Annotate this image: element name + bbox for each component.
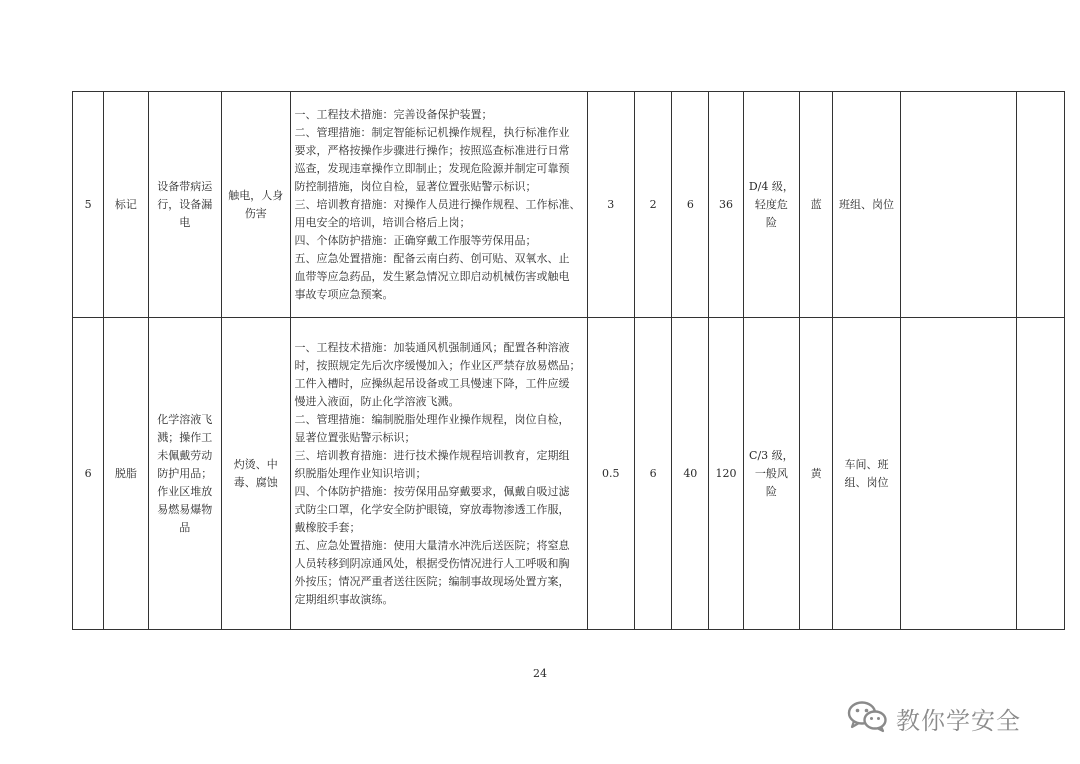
risk-assessment-table xyxy=(72,91,1065,630)
hazard-description: 化学溶液飞 溅；操作工 未佩戴劳动 防护用品； 作业区堆放 易燃易爆物 品 xyxy=(148,318,222,630)
table-row xyxy=(73,318,1065,630)
page-number: 24 xyxy=(533,667,547,680)
control-measures: 一、工程技术措施：完善设备保护装置； 二、管理措施：制定智能标记机操作规程，执行标准作业 要求，严格按操作步骤进行操作；按照巡查标准进行日常 巡查，发现违章操作立即制止；发现危险源并制定可靠预 防控制措施，岗位自检，显著位置张贴警示标识； 三、培训教育措施：对操作人员进行操作规程、工作标准、 用电安全的培训，培训合格后上岗； 四、个体防护措施：正确穿戴工作服等劳保用品； 五、应急处置措施：配备云南白药、创可贴、双氧水、止 血带等应急药品，发生紧急情况立即启动机械伤害或触电 事故专项应急预案。 xyxy=(290,92,587,318)
risk-score: 120 xyxy=(709,318,743,630)
consequence-value: 40 xyxy=(672,318,709,630)
accident-type: 灼烫、中 毒、腐蚀 xyxy=(222,318,290,630)
exposure-value: 6 xyxy=(634,318,671,630)
wechat-icon xyxy=(846,699,888,737)
control-measures: 一、工程技术措施：加装通风机强制通风；配置各种溶液 时，按照规定先后次序缓慢加入；作业区严禁存放易燃品； 工件入槽时，应操纵起吊设备或工具慢速下降，工件应缓 慢进入液面，防止化学溶液飞溅。 二、管理措施：编制脱脂处理作业操作规程，岗位自检， 显著位置张贴警示标识； 三、培训教育措施：进行技术操作规程培训教育，定期组 织脱脂处理作业知识培训； 四、个体防护措施：按劳保用品穿戴要求，佩戴自吸过滤 式防尘口罩，化学安全防护眼镜，穿放毒物渗透工作服， 戴橡胶手套； 五、应急处置措施：使用大量清水冲洗后送医院；将窒息 人员转移到阴凉通风处，根据受伤情况进行人工呼吸和胸 外按压；情况严重者送往医院；编制事故现场处置方案， 定期组织事故演练。 xyxy=(290,318,587,630)
row-number: 6 xyxy=(73,318,104,630)
likelihood-value: 3 xyxy=(587,92,634,318)
risk-color: 蓝 xyxy=(800,92,833,318)
empty-cell xyxy=(1016,318,1064,630)
empty-cell xyxy=(900,318,1016,630)
consequence-value: 6 xyxy=(672,92,709,318)
task-name: 标记 xyxy=(104,92,148,318)
watermark xyxy=(846,698,1021,738)
hazard-description: 设备带病运 行，设备漏 电 xyxy=(148,92,222,318)
responsible-level: 车间、班 组、岗位 xyxy=(833,318,900,630)
accident-type: 触电，人身 伤害 xyxy=(222,92,290,318)
risk-score: 36 xyxy=(709,92,743,318)
risk-level: D/4 级， 轻度危 险 xyxy=(743,92,799,318)
empty-cell xyxy=(900,92,1016,318)
empty-cell xyxy=(1016,92,1064,318)
exposure-value: 2 xyxy=(634,92,671,318)
responsible-level: 班组、岗位 xyxy=(833,92,900,318)
table-row xyxy=(73,92,1065,318)
row-number: 5 xyxy=(73,92,104,318)
risk-color: 黄 xyxy=(800,318,833,630)
watermark-text: 教你学安全 xyxy=(896,706,1021,735)
task-name: 脱脂 xyxy=(104,318,148,630)
risk-level: C/3 级， 一般风 险 xyxy=(743,318,799,630)
likelihood-value: 0.5 xyxy=(587,318,634,630)
